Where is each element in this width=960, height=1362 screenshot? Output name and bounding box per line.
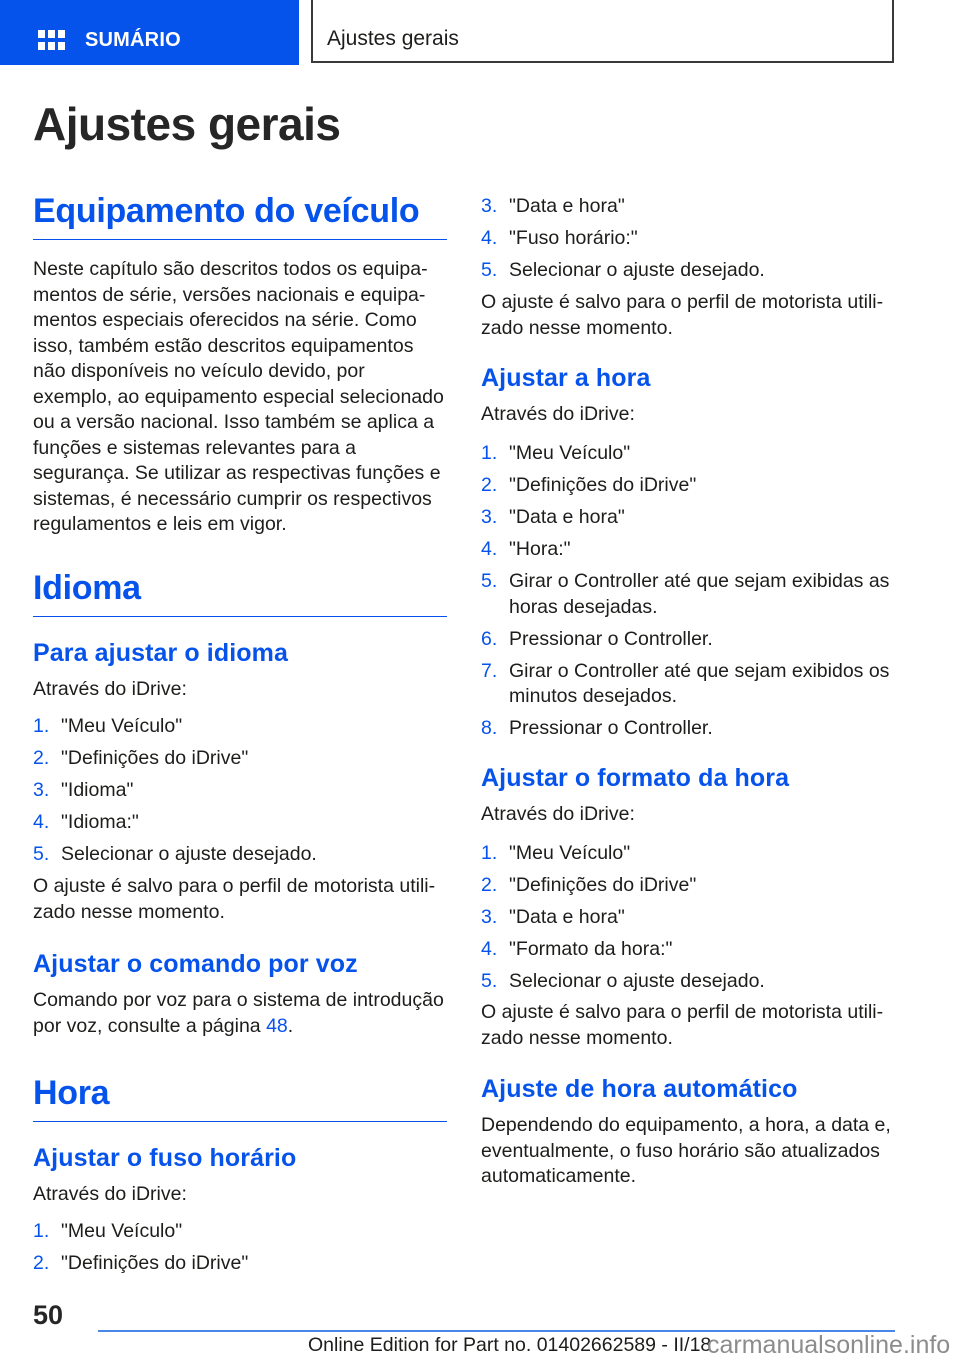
ajustar-idioma-note: O ajuste é salvo para o perfil de motorista utilizado nesse momento. xyxy=(33,875,436,923)
step-text: "Data e hora" xyxy=(509,506,625,528)
chapter-tab xyxy=(311,0,894,63)
step-number: 2. xyxy=(33,1252,50,1274)
subheading-automatico: Ajuste de hora automático xyxy=(481,1075,798,1103)
list-item xyxy=(481,873,895,899)
formato-intro: Através do iDrive: xyxy=(481,803,635,825)
list-item xyxy=(481,627,895,653)
list-item xyxy=(33,778,447,804)
fuso-steps-part2 xyxy=(481,194,895,290)
fuso-intro: Através do iDrive: xyxy=(33,1183,187,1205)
step-text: "Definições do iDrive" xyxy=(509,874,697,896)
ajustar-hora-intro: Através do iDrive: xyxy=(481,403,635,425)
step-text: "Hora:" xyxy=(509,538,571,560)
fuso-note: O ajuste é salvo para o perfil de motorista utilizado nesse momento. xyxy=(481,291,884,339)
page-link-48[interactable]: 48 xyxy=(266,1014,288,1037)
watermark: carmanualsonline.info xyxy=(707,1331,951,1359)
toc-button[interactable] xyxy=(0,0,299,65)
step-text: "Meu Veículo" xyxy=(61,715,183,737)
list-item xyxy=(33,842,447,868)
step-number: 2. xyxy=(481,874,498,896)
comando-voz-period: . xyxy=(287,1014,294,1037)
list-item xyxy=(481,226,895,252)
step-text: Girar o Controller até que sejam exibidas as horas desejadas. xyxy=(509,570,890,618)
list-item xyxy=(33,746,447,772)
list-item xyxy=(481,505,895,531)
step-text: "Definições do iDrive" xyxy=(61,747,249,769)
page-number: 50 xyxy=(33,1300,64,1330)
step-number: 1. xyxy=(33,715,50,737)
step-text: "Meu Veículo" xyxy=(509,442,631,464)
ajustar-idioma-intro: Através do iDrive: xyxy=(33,678,187,700)
step-number: 5. xyxy=(481,970,498,992)
ajustar-idioma-steps xyxy=(33,714,447,874)
step-text: "Definições do iDrive" xyxy=(61,1252,249,1274)
list-item xyxy=(481,537,895,563)
step-text: "Formato da hora:" xyxy=(509,938,673,960)
step-number: 4. xyxy=(481,227,498,249)
step-text: "Fuso horário:" xyxy=(509,227,638,249)
comando-voz-body xyxy=(33,988,447,1039)
automatico-body: Dependendo do equipamento, a hora, a data e, eventualmente, o fuso horário são atualizados automaticamente. xyxy=(481,1114,891,1187)
section-heading-idioma: Idioma xyxy=(33,569,447,617)
list-item xyxy=(481,841,895,867)
subheading-ajustar-hora: Ajustar a hora xyxy=(481,364,651,392)
edition-text: Online Edition for Part no. 01402662589 - II/18 xyxy=(308,1334,712,1356)
step-number: 5. xyxy=(481,259,498,281)
ajustar-hora-steps xyxy=(481,441,895,748)
list-item xyxy=(481,194,895,220)
chapter-title: Ajustes gerais xyxy=(327,27,459,50)
step-text: "Idioma:" xyxy=(61,811,139,833)
step-text: "Idioma" xyxy=(61,779,134,801)
subheading-fuso: Ajustar o fuso horário xyxy=(33,1144,297,1172)
step-number: 4. xyxy=(481,938,498,960)
list-item xyxy=(481,969,895,995)
list-item xyxy=(481,905,895,931)
list-item xyxy=(481,258,895,284)
step-number: 3. xyxy=(33,779,50,801)
step-number: 1. xyxy=(33,1220,50,1242)
list-item xyxy=(33,810,447,836)
step-text: Pressionar o Controller. xyxy=(509,717,713,739)
step-text: "Meu Veículo" xyxy=(61,1220,183,1242)
step-number: 1. xyxy=(481,442,498,464)
subheading-formato: Ajustar o formato da hora xyxy=(481,764,790,792)
formato-note: O ajuste é salvo para o perfil de motorista utilizado nesse momento. xyxy=(481,1001,884,1049)
toc-label: SUMÁRIO xyxy=(85,29,181,51)
step-text: Selecionar o ajuste desejado. xyxy=(509,970,765,992)
step-number: 6. xyxy=(481,627,498,650)
list-item xyxy=(481,716,895,742)
list-item xyxy=(481,441,895,467)
step-number: 4. xyxy=(481,538,498,560)
step-text: "Data e hora" xyxy=(509,195,625,217)
page-title: Ajustes gerais xyxy=(33,98,341,150)
step-number: 2. xyxy=(33,747,50,769)
list-item xyxy=(481,473,895,499)
subheading-comando-voz: Ajustar o comando por voz xyxy=(33,950,358,978)
step-text: Pressionar o Controller. xyxy=(509,627,713,650)
section-heading-equipamento: Equipamento do veículo xyxy=(33,192,447,240)
section-heading-hora: Hora xyxy=(33,1074,447,1122)
step-number: 3. xyxy=(481,195,498,217)
step-number: 3. xyxy=(481,506,498,528)
step-number: 1. xyxy=(481,842,498,864)
step-number: 4. xyxy=(33,811,50,833)
subheading-ajustar-idioma: Para ajustar o idioma xyxy=(33,639,288,667)
fuso-steps-part1 xyxy=(33,1219,447,1283)
list-item xyxy=(481,569,895,620)
step-text: Selecionar o ajuste desejado. xyxy=(61,843,317,865)
step-number: 5. xyxy=(481,570,498,592)
step-text: Girar o Controller até que sejam exibidos os minutos desejados. xyxy=(509,659,890,707)
step-number: 8. xyxy=(481,717,498,739)
list-item xyxy=(33,1251,447,1277)
equipamento-body: Neste capítulo são descritos todos os equipamentos de série, versões nacionais e equipamentos especiais oferecidos na série. Como isso, também estão descritos equipamentos não disponíveis no veículo devido, por exemplo, ao equipamento especial selecionado ou a versão nacional. Isso também se aplica a funções e sistemas relevantes para a segurança. Se utilizar as respectivas funções e sistemas, é necessário cumprir os respectivos regulamentos e leis em vigor. xyxy=(33,258,444,535)
list-item xyxy=(481,937,895,963)
step-text: "Definições do iDrive" xyxy=(509,474,697,496)
step-text: "Data e hora" xyxy=(509,906,625,928)
formato-steps xyxy=(481,841,895,1001)
step-number: 7. xyxy=(481,659,498,682)
list-item xyxy=(481,659,895,710)
step-number: 2. xyxy=(481,474,498,496)
grid-icon xyxy=(38,30,66,53)
step-text: "Meu Veículo" xyxy=(509,842,631,864)
list-item xyxy=(33,714,447,740)
step-number: 3. xyxy=(481,906,498,928)
top-bar xyxy=(0,0,960,66)
comando-voz-text: Comando por voz para o sistema de introdução por voz, consulte a página xyxy=(33,989,444,1037)
step-text: Selecionar o ajuste desejado. xyxy=(509,259,765,281)
list-item xyxy=(33,1219,447,1245)
step-number: 5. xyxy=(33,843,50,865)
